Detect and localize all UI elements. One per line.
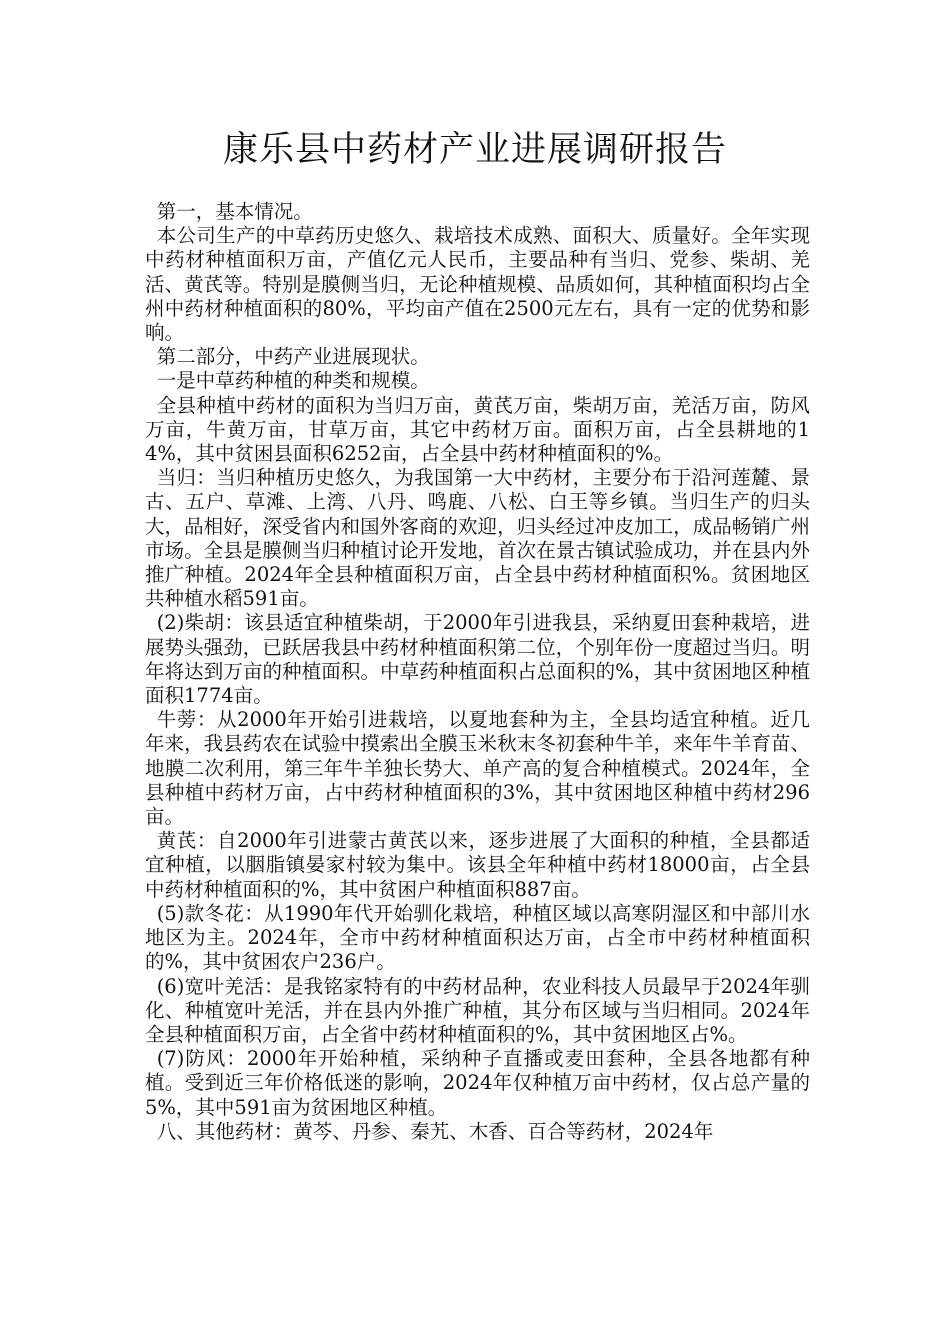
paragraph-section-1-heading: 第一，基本情况。 [156, 200, 313, 223]
paragraph-kuanye-qianghuo: (6)宽叶羌活：是我铭家特有的中药材品种，农业科技人员最早于2024年驯化、种植宽叶羌活，并在县内外推广种植，其分布区域与当归相同。2024年全县种植面积万亩，占全省中药材种植面积的%，其中贫困地区占%。 [145, 974, 810, 1046]
paragraph-danggui: 当归：当归种植历史悠久，为我国第一大中药材，主要分布于沿河莲麓、景古、五户、草滩、上湾、八丹、鸣鹿、八松、白王等乡镇。当归生产的归头大，品相好，深受省内和国外客商的欢迎，归头经过冲皮加工，成品畅销广州市场。全县是膜侧当归种植讨论开发地，首次在景古镇试验成功，并在县内外推广种植。2024年全县种植面积万亩，占全县中药材种植面积%。贫困地区共种植水稻591亩。 [145, 466, 810, 611]
paragraph-overview: 本公司生产的中草药历史悠久、栽培技术成熟、面积大、质量好。全年实现中药材种植面积万亩，产值亿元人民币，主要品种有当归、党参、柴胡、羌活、黄芪等。特别是膜侧当归，无论种植规模、品质如何，其种植面积均占全州中药材种植面积的80%，平均亩产值在2500元左右，具有一定的优势和影响。 [145, 224, 810, 345]
paragraph-niubang: 牛蒡：从2000年开始引进栽培，以夏地套种为主，全县均适宜种植。近几年来，我县药农在试验中摸索出全膜玉米秋末冬初套种牛羊，来年牛羊育苗、地膜二次利用，第三年牛羊独长势大、单产高的复合种植模式。2024年，全县种植中药材万亩，占中药材种植面积的3%，其中贫困地区种植中药材296亩。 [145, 708, 810, 829]
paragraph-planting-area: 全县种植中药材的面积为当归万亩，黄芪万亩，柴胡万亩，羌活万亩，防风万亩，牛黄万亩，甘草万亩，其它中药材万亩。面积万亩，占全县耕地的14%，其中贫困县面积6252亩，占全县中药材种植面积的%。 [145, 393, 810, 466]
document-body [145, 200, 810, 1144]
paragraph-huangqi: 黄芪：自2000年引进蒙古黄芪以来，逐步进展了大面积的种植，全县都适宜种植，以胭脂镇晏家村较为集中。该县全年种植中药材18000亩，占全县中药材种植面积的%，其中贫困户种植面积887亩。 [145, 829, 810, 901]
paragraph-subsection-1-heading: 一是中草药种植的种类和规模。 [156, 369, 430, 393]
document-title: 康乐县中药材产业进展调研报告 [222, 130, 727, 170]
paragraph-fangfeng: (7)防风：2000年开始种植，采纳种子直播或麦田套种，全县各地都有种植。受到近三年价格低迷的影响，2024年仅种植万亩中药材，仅占总产量的5%，其中591亩为贫困地区种植。 [145, 1047, 810, 1119]
paragraph-other-herbs: 八、其他药材：黄芩、丹参、秦艽、木香、百合等药材，2024年 [156, 1119, 714, 1143]
paragraph-kuandonghua: (5)款冬花：从1990年代开始驯化栽培，种植区域以高寒阴湿区和中部川水地区为主。2024年，全市中药材种植面积达万亩，占全市中药材种植面积的%，其中贫困农户236户。 [145, 901, 810, 974]
paragraph-section-2-heading: 第二部分，中药产业进展现状。 [156, 345, 430, 369]
paragraph-chaihu: (2)柴胡：该县适宜种植柴胡，于2000年引进我县，采纳夏田套种栽培，进展势头强劲，已跃居我县中药材种植面积第二位，个别年份一度超过当归。明年将达到万亩的种植面积。中草药种植面积占总面积的%，其中贫困地区种植面积1774亩。 [145, 611, 810, 708]
